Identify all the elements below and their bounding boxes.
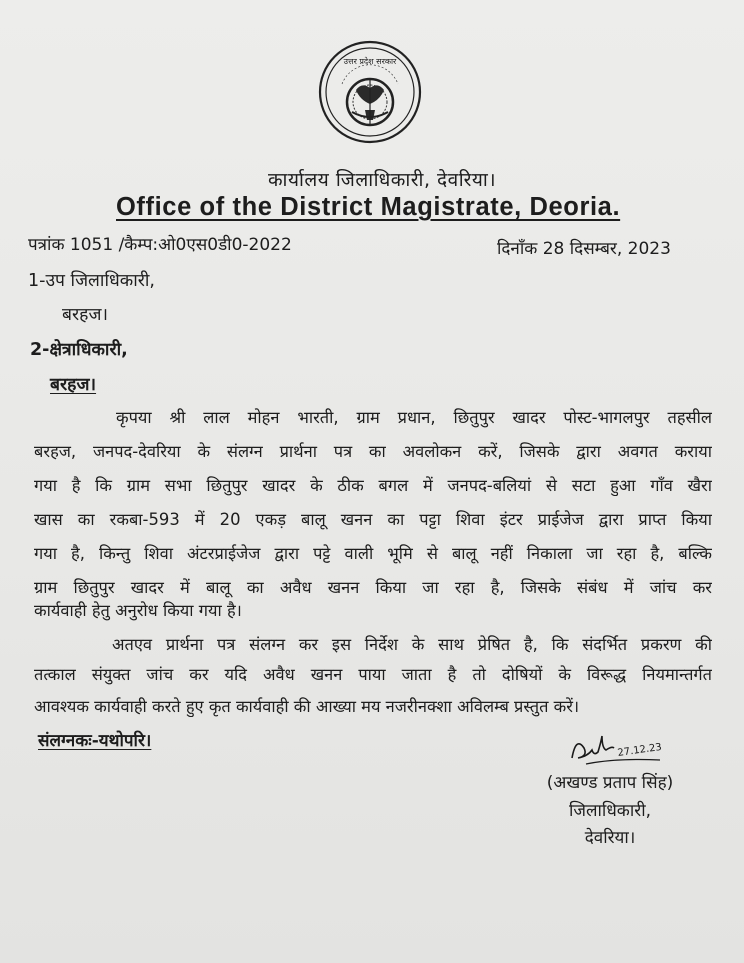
office-heading-english: Office of the District Magistrate, Deoria. (116, 193, 621, 221)
body-line: कृपया श्री लाल मोहन भारती, ग्राम प्रधान, छितुपुर खादर पोस्ट-भागलपुर तहसील (116, 408, 712, 427)
body-line: आवश्यक कार्यवाही करते हुए कृत कार्यवाही की आख्या मय नजरीनक्शा अविलम्ब प्रस्तुत करें। (34, 697, 580, 716)
enclosure-note: संलग्नकः-यथोपरि। (38, 731, 152, 751)
recipient-2-place: बरहज। (50, 375, 97, 395)
signatory-designation: जिलाधिकारी, (568, 801, 652, 821)
body-line: बरहज, जनपद-देवरिया के संलग्न प्रार्थना पत्र का अवलोकन करें, जिसके द्वारा अवगत कराया (34, 442, 712, 461)
handwritten-signature (566, 728, 666, 772)
signatory-name: (अखण्ड प्रताप सिंह) (546, 773, 674, 793)
recipient-1-place: बरहज। (62, 305, 109, 325)
recipient-2-designation: 2-क्षेत्राधिकारी, (30, 340, 128, 360)
body-line: खास का रकबा-593 में 20 एकड़ बालू खनन का पट्टा शिवा इंटर प्राईजेज द्वारा प्राप्त किया (34, 510, 712, 529)
svg-text:उत्तर प्रदेश सरकार: उत्तर प्रदेश सरकार (343, 57, 397, 66)
body-line: तत्काल संयुक्त जांच कर यदि अवैध खनन पाया जाता है तो दोषियों के विरूद्ध नियमान्तर्गत (34, 665, 712, 684)
body-line: गया है कि ग्राम सभा छितुपुर खादर के ठीक बगल में जनपद-बलियां से सटा हुआ गाँव खैरा (34, 476, 712, 495)
signatory-place: देवरिया। (584, 828, 636, 848)
recipient-1-designation: 1-उप जिलाधिकारी, (28, 271, 155, 291)
letter-reference-number: पत्रांक 1051 /कैम्प:ओ0एस0डी0-2022 (28, 235, 292, 255)
office-heading-hindi: कार्यालय जिलाधिकारी, देवरिया। (267, 169, 497, 191)
body-line: ग्राम छितुपुर खादर में बालू का अवैध खनन किया जा रहा है, जिसके संबंध में जांच कर (34, 578, 712, 597)
uttar-pradesh-emblem (318, 40, 422, 144)
body-line: गया है, किन्तु शिवा अंटरप्राईजेज द्वारा पट्टे वाली भूमि से बालू नहीं निकाला जा रहा है, बल्कि (34, 544, 712, 563)
letter-date: दिनाँक 28 दिसम्बर, 2023 (497, 239, 671, 259)
body-line: अतएव प्रार्थना पत्र संलग्न कर इस निर्देश के साथ प्रेषित है, कि संदर्भित प्रकरण की (112, 635, 712, 654)
svg-text:27.12.23: 27.12.23 (616, 741, 663, 759)
body-line: कार्यवाही हेतु अनुरोध किया गया है। (34, 601, 242, 620)
